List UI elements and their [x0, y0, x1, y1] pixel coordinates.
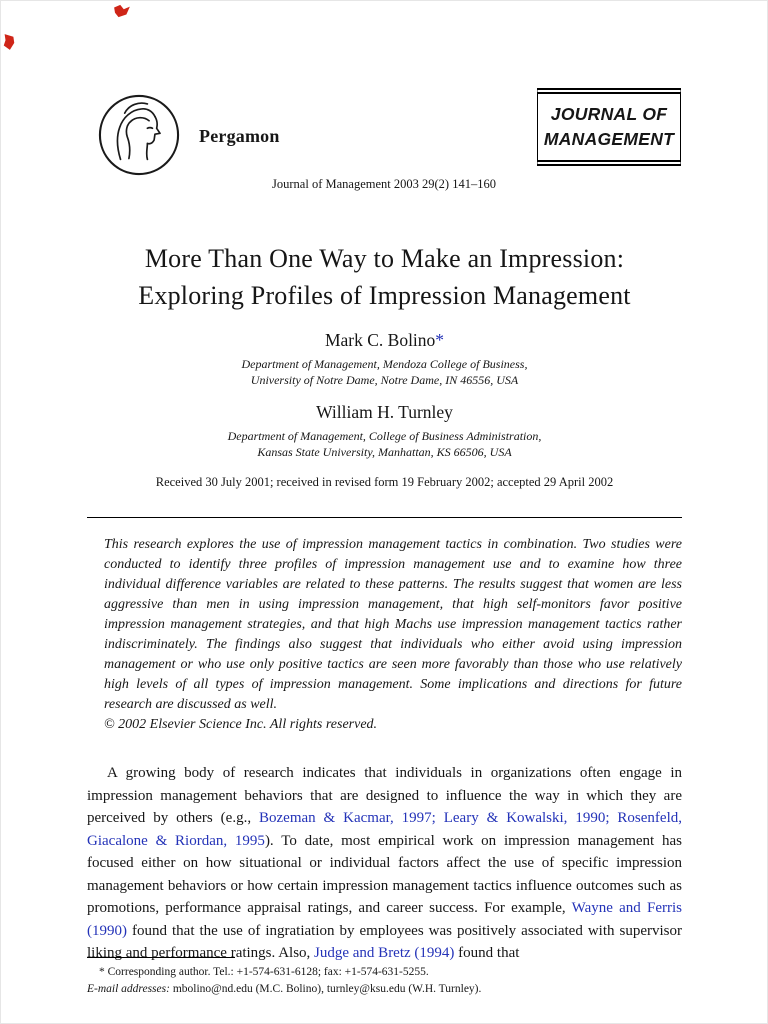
copyright-line: © 2002 Elsevier Science Inc. All rights reserved.	[104, 717, 378, 732]
email-footnote-label: E-mail addresses:	[87, 982, 170, 995]
title-line-2: Exploring Profiles of Impression Management	[138, 281, 631, 310]
author-2-affiliation-1: Department of Management, College of Business Administration,	[227, 429, 542, 443]
footnote-rule	[87, 957, 235, 958]
received-dates: Received 30 July 2001; received in revised form 19 February 2002; accepted 29 April 2002	[155, 475, 614, 489]
citation-link-wayne-ferris[interactable]: Wayne and Ferris (1990)	[87, 900, 682, 939]
abstract-top-rule	[87, 517, 682, 518]
red-stamp-icon-top	[113, 4, 131, 18]
title-line-1: More Than One Way to Make an Impression:	[144, 244, 625, 273]
author-2-affiliation-2: Kansas State University, Manhattan, KS 66506, USA	[257, 445, 512, 459]
page-title	[87, 240, 682, 314]
journal-citation: Journal of Management 2003 29(2) 141–160	[272, 177, 496, 191]
citation-link-bozeman-leary-rosenfeld[interactable]: Bozeman & Kacmar, 1997; Leary & Kowalski, 1990; Rosenfeld, Giacalone & Riordan, 1995	[87, 810, 682, 849]
pergamon-logo-icon	[97, 93, 181, 177]
body-text-segment: found that the use of ingratiation by employees was positively associated with supervisor liking and performance ratings. Also,	[87, 922, 682, 961]
author-1-name	[87, 330, 682, 351]
article-content	[87, 240, 682, 965]
author-1-affiliation-1: Department of Management, Mendoza College of Business,	[241, 357, 528, 371]
email-footnote	[87, 981, 682, 998]
corresponding-author-asterisk-link[interactable]: *	[435, 330, 445, 350]
email-footnote-text: mbolino@nd.edu (M.C. Bolino), turnley@ksu.edu (W.H. Turnley).	[169, 982, 482, 995]
journal-masthead-box	[537, 88, 681, 166]
author-1-affiliation-2: University of Notre Dame, Notre Dame, IN 46556, USA	[250, 373, 519, 387]
author-block	[87, 330, 682, 490]
footnotes	[87, 957, 682, 997]
body-text-segment: ). To date, most empirical work on impression management has focused either on how situational or individual factors affect the use of specific impression management behaviors or how certain impression management tactics influence outcomes such as promotions, performance appraisal ratings, and career success. For example,	[87, 832, 683, 916]
body-paragraph	[87, 762, 682, 965]
author-1-name-text: Mark C. Bolino	[324, 330, 436, 350]
journal-name-line1: JOURNAL OF	[550, 104, 668, 124]
corresponding-author-footnote: * Corresponding author. Tel.: +1-574-631-6128; fax: +1-574-631-5255.	[99, 966, 429, 978]
author-2-name: William H. Turnley	[316, 402, 453, 422]
red-stamp-icon-left	[2, 33, 16, 51]
publisher-name: Pergamon	[199, 126, 280, 146]
abstract-text: This research explores the use of impression management tactics in combination. Two studies were conducted to identify three profiles of impression management use and to examine how three individual difference variables are related to these patterns. The results suggest that women are less aggressive than men in using impression management, that high self-monitors favor positive impression management strategies, and that high Machs use impression management tactics rather indiscriminately. The findings also suggest that individuals who either avoid using impression management or who use only positive tactics are seen more favorably than those who use relatively high levels of all types of impression management. Some implications and directions for future research are discussed as well.	[104, 537, 682, 712]
journal-name-line2: MANAGEMENT	[543, 129, 675, 149]
body-text-segment: found that	[454, 945, 520, 961]
body-text-segment: A growing body of research indicates that individuals in organizations often engage in impression management behaviors that are designed to influence the way in which they are perceived by others (e.g.,	[87, 765, 682, 826]
citation-link-judge-bretz[interactable]: Judge and Bretz (1994)	[314, 945, 455, 961]
